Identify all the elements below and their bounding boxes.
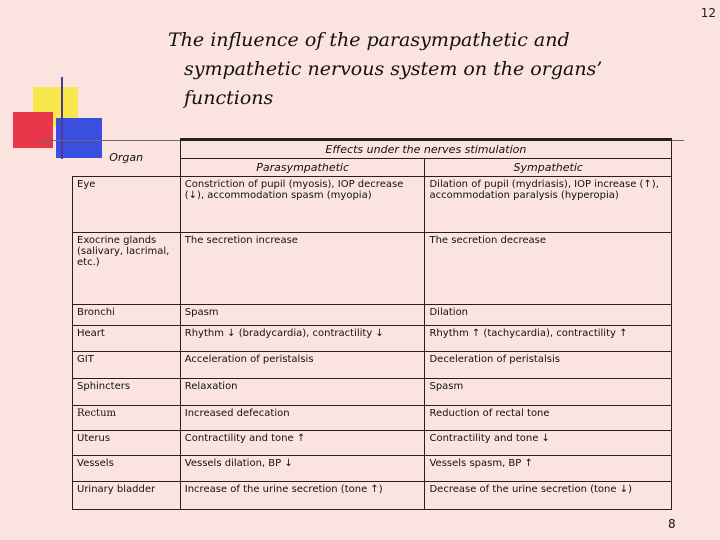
slide-number: 12 — [700, 6, 716, 20]
organ-cell: Sphincters — [73, 379, 181, 406]
para-cell: The secretion increase — [180, 233, 425, 305]
table-row — [73, 406, 672, 431]
para-cell: Rhythm ↓ (bradycardia), contractility ↓ — [180, 326, 425, 352]
symp-cell: Vessels spasm, BP ↑ — [425, 456, 672, 482]
symp-cell: Spasm — [425, 379, 672, 406]
table-row — [73, 456, 672, 482]
para-cell: Constriction of pupil (myosis), IOP decrease (↓), accommodation spasm (myopia) — [180, 177, 425, 233]
symp-cell: Reduction of rectal tone — [425, 406, 672, 431]
page-number: 8 — [668, 517, 676, 531]
symp-cell: The secretion decrease — [425, 233, 672, 305]
table-row — [73, 379, 672, 406]
symp-cell: Contractility and tone ↓ — [425, 431, 672, 456]
vertical-rule — [61, 77, 63, 159]
effects-table — [72, 138, 672, 510]
effects-header: Effects under the nerves stimulation — [180, 140, 671, 159]
symp-cell: Decrease of the urine secretion (tone ↓) — [425, 482, 672, 510]
organ-header-label: Organ — [109, 151, 144, 165]
para-header: Parasympathetic — [180, 159, 425, 177]
organ-cell: Urinary bladder — [73, 482, 181, 510]
symp-cell: Dilation — [425, 305, 672, 326]
organ-cell: Rectum — [73, 406, 181, 431]
title-line-3: functions — [184, 87, 274, 109]
para-cell: Relaxation — [180, 379, 425, 406]
slide-title — [168, 26, 628, 113]
red-square — [13, 112, 53, 148]
symp-header: Sympathetic — [425, 159, 672, 177]
table-row — [73, 305, 672, 326]
para-cell: Vessels dilation, BP ↓ — [180, 456, 425, 482]
organ-cell: GIT — [73, 352, 181, 379]
symp-cell: Dilation of pupil (mydriasis), IOP increase (↑), accommodation paralysis (hyperopia) — [425, 177, 672, 233]
organ-cell: Vessels — [73, 456, 181, 482]
para-cell: Increase of the urine secretion (tone ↑) — [180, 482, 425, 510]
table-row — [73, 177, 672, 233]
table-row — [73, 233, 672, 305]
organ-cell: Bronchi — [73, 305, 181, 326]
organ-cell: Eye — [73, 177, 181, 233]
para-cell: Spasm — [180, 305, 425, 326]
table-row — [73, 352, 672, 379]
organ-cell: Uterus — [73, 431, 181, 456]
table-row — [73, 431, 672, 456]
symp-cell: Rhythm ↑ (tachycardia), contractility ↑ — [425, 326, 672, 352]
table-row — [73, 326, 672, 352]
table-row — [73, 482, 672, 510]
header-row-1 — [73, 140, 672, 159]
title-line-2: sympathetic nervous system on the organs’ — [184, 58, 603, 80]
organ-cell: Heart — [73, 326, 181, 352]
para-cell: Increased defecation — [180, 406, 425, 431]
para-cell: Acceleration of peristalsis — [180, 352, 425, 379]
organ-header — [73, 140, 181, 177]
para-cell: Contractility and tone ↑ — [180, 431, 425, 456]
title-line-1: The influence of the parasympathetic and — [168, 29, 570, 51]
organ-cell: Exocrine glands (salivary, lacrimal, etc.) — [73, 233, 181, 305]
symp-cell: Deceleration of peristalsis — [425, 352, 672, 379]
